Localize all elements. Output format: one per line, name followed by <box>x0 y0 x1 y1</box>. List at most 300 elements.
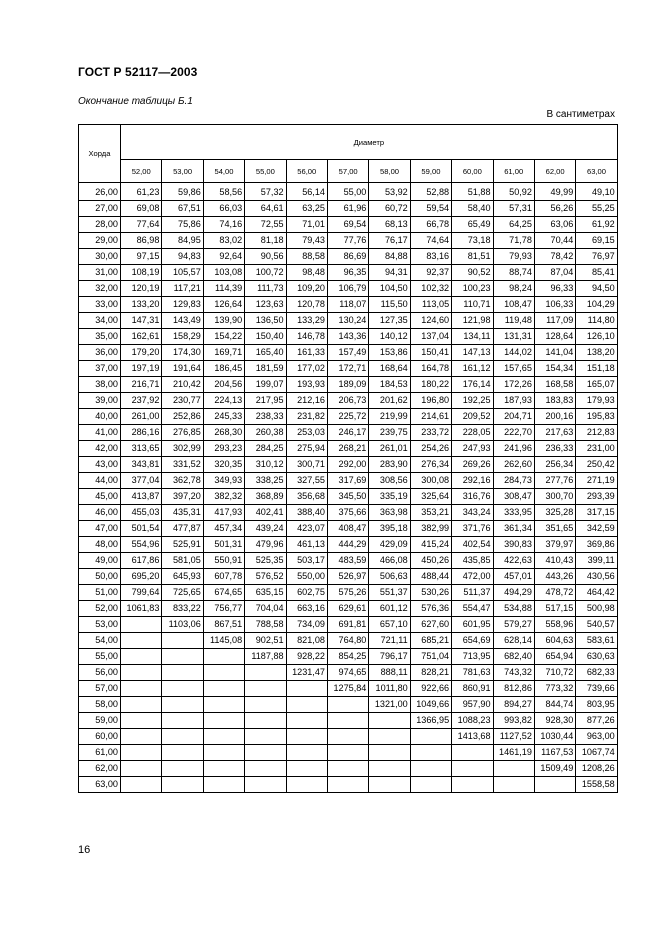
value-cell: 88,58 <box>286 249 327 265</box>
value-cell: 58,56 <box>203 183 244 201</box>
value-cell: 331,52 <box>162 457 203 473</box>
value-cell: 117,21 <box>162 281 203 297</box>
value-cell: 110,71 <box>452 297 493 313</box>
chord-cell: 57,00 <box>79 681 121 697</box>
value-cell: 83,16 <box>410 249 451 265</box>
value-cell: 417,93 <box>203 505 244 521</box>
value-cell: 1413,68 <box>452 729 493 745</box>
value-cell: 423,07 <box>286 521 327 537</box>
value-cell: 635,15 <box>245 585 286 601</box>
value-cell: 108,19 <box>121 265 162 281</box>
value-cell: 224,13 <box>203 393 244 409</box>
value-cell: 150,41 <box>410 345 451 361</box>
value-cell: 654,69 <box>452 633 493 649</box>
value-cell <box>327 777 368 793</box>
value-cell: 87,04 <box>534 265 575 281</box>
value-cell: 1321,00 <box>369 697 410 713</box>
value-cell: 429,09 <box>369 537 410 553</box>
value-cell: 734,09 <box>286 617 327 633</box>
value-cell: 222,70 <box>493 425 534 441</box>
value-cell: 854,25 <box>327 649 368 665</box>
value-cell: 293,39 <box>576 489 617 505</box>
value-cell <box>203 697 244 713</box>
table-row <box>79 233 618 249</box>
value-cell: 1231,47 <box>286 665 327 681</box>
value-cell: 150,40 <box>245 329 286 345</box>
value-cell: 327,55 <box>286 473 327 489</box>
value-cell: 450,26 <box>410 553 451 569</box>
value-cell <box>121 617 162 633</box>
table-row <box>79 329 618 345</box>
value-cell: 157,65 <box>493 361 534 377</box>
value-cell: 75,86 <box>162 217 203 233</box>
value-cell: 682,40 <box>493 649 534 665</box>
value-cell: 165,07 <box>576 377 617 393</box>
value-cell: 377,04 <box>121 473 162 489</box>
value-cell: 993,82 <box>493 713 534 729</box>
value-cell: 127,35 <box>369 313 410 329</box>
table-row <box>79 345 618 361</box>
value-cell: 121,98 <box>452 313 493 329</box>
value-cell: 506,63 <box>369 569 410 585</box>
value-cell: 602,75 <box>286 585 327 601</box>
value-cell <box>203 681 244 697</box>
table-row <box>79 217 618 233</box>
value-cell: 131,31 <box>493 329 534 345</box>
value-cell: 137,04 <box>410 329 451 345</box>
value-cell: 66,78 <box>410 217 451 233</box>
value-cell: 246,17 <box>327 425 368 441</box>
value-cell: 179,20 <box>121 345 162 361</box>
value-cell <box>203 745 244 761</box>
chord-cell: 42,00 <box>79 441 121 457</box>
value-cell <box>162 681 203 697</box>
value-cell: 176,14 <box>452 377 493 393</box>
table-row <box>79 489 618 505</box>
value-cell: 316,76 <box>452 489 493 505</box>
value-cell <box>162 697 203 713</box>
value-cell <box>203 665 244 681</box>
value-cell: 739,66 <box>576 681 617 697</box>
value-cell: 65,49 <box>452 217 493 233</box>
value-cell: 180,22 <box>410 377 451 393</box>
column-header-diameter: 62,00 <box>534 160 575 183</box>
value-cell <box>493 761 534 777</box>
value-cell: 247,93 <box>452 441 493 457</box>
column-header-diameter: 63,00 <box>576 160 617 183</box>
data-table <box>78 124 618 793</box>
value-cell: 201,62 <box>369 393 410 409</box>
value-cell: 799,64 <box>121 585 162 601</box>
value-cell: 682,33 <box>576 665 617 681</box>
value-cell: 61,96 <box>327 201 368 217</box>
table-row <box>79 633 618 649</box>
value-cell: 558,96 <box>534 617 575 633</box>
value-cell: 704,04 <box>245 601 286 617</box>
value-cell: 627,60 <box>410 617 451 633</box>
value-cell <box>452 777 493 793</box>
value-cell: 379,97 <box>534 537 575 553</box>
value-cell <box>286 713 327 729</box>
value-cell: 183,83 <box>534 393 575 409</box>
value-cell <box>327 697 368 713</box>
value-cell: 256,34 <box>534 457 575 473</box>
chord-cell: 29,00 <box>79 233 121 249</box>
value-cell: 72,55 <box>245 217 286 233</box>
value-cell: 576,36 <box>410 601 451 617</box>
value-cell: 479,96 <box>245 537 286 553</box>
value-cell: 161,33 <box>286 345 327 361</box>
value-cell: 1103,06 <box>162 617 203 633</box>
value-cell: 118,07 <box>327 297 368 313</box>
table-row <box>79 361 618 377</box>
value-cell: 169,71 <box>203 345 244 361</box>
value-cell: 435,31 <box>162 505 203 521</box>
value-cell: 320,35 <box>203 457 244 473</box>
value-cell: 325,64 <box>410 489 451 505</box>
value-cell: 128,64 <box>534 329 575 345</box>
value-cell: 1127,52 <box>493 729 534 745</box>
table-row <box>79 617 618 633</box>
value-cell: 69,08 <box>121 201 162 217</box>
value-cell: 663,16 <box>286 601 327 617</box>
value-cell: 71,78 <box>493 233 534 249</box>
value-cell: 461,13 <box>286 537 327 553</box>
value-cell: 276,34 <box>410 457 451 473</box>
chord-cell: 52,00 <box>79 601 121 617</box>
value-cell: 147,31 <box>121 313 162 329</box>
value-cell: 525,91 <box>162 537 203 553</box>
value-cell: 225,72 <box>327 409 368 425</box>
value-cell: 410,43 <box>534 553 575 569</box>
value-cell: 108,47 <box>493 297 534 313</box>
value-cell: 238,33 <box>245 409 286 425</box>
value-cell: 550,00 <box>286 569 327 585</box>
value-cell: 144,02 <box>493 345 534 361</box>
value-cell: 58,40 <box>452 201 493 217</box>
value-cell: 216,71 <box>121 377 162 393</box>
value-cell: 685,21 <box>410 633 451 649</box>
value-cell: 214,61 <box>410 409 451 425</box>
value-cell: 283,90 <box>369 457 410 473</box>
value-cell: 444,29 <box>327 537 368 553</box>
value-cell: 271,19 <box>576 473 617 489</box>
value-cell: 477,87 <box>162 521 203 537</box>
value-cell: 1145,08 <box>203 633 244 649</box>
table-row <box>79 313 618 329</box>
value-cell <box>162 745 203 761</box>
value-cell: 57,31 <box>493 201 534 217</box>
value-cell: 77,64 <box>121 217 162 233</box>
value-cell: 457,34 <box>203 521 244 537</box>
value-cell: 154,34 <box>534 361 575 377</box>
value-cell: 268,21 <box>327 441 368 457</box>
value-cell: 212,83 <box>576 425 617 441</box>
value-cell: 554,96 <box>121 537 162 553</box>
value-cell: 781,63 <box>452 665 493 681</box>
value-cell: 114,39 <box>203 281 244 297</box>
value-cell: 134,11 <box>452 329 493 345</box>
value-cell: 69,54 <box>327 217 368 233</box>
value-cell: 361,34 <box>493 521 534 537</box>
column-header-diameter: 58,00 <box>369 160 410 183</box>
value-cell: 231,82 <box>286 409 327 425</box>
chord-cell: 27,00 <box>79 201 121 217</box>
value-cell: 64,25 <box>493 217 534 233</box>
value-cell: 844,74 <box>534 697 575 713</box>
column-group-header-diameter: Диаметр <box>121 125 618 160</box>
value-cell: 501,54 <box>121 521 162 537</box>
value-cell: 472,00 <box>452 569 493 585</box>
value-cell: 253,03 <box>286 425 327 441</box>
value-cell: 204,71 <box>493 409 534 425</box>
value-cell <box>121 681 162 697</box>
value-cell: 143,36 <box>327 329 368 345</box>
value-cell: 115,50 <box>369 297 410 313</box>
value-cell: 721,11 <box>369 633 410 649</box>
value-cell: 422,63 <box>493 553 534 569</box>
value-cell <box>369 713 410 729</box>
value-cell: 725,65 <box>162 585 203 601</box>
value-cell: 439,24 <box>245 521 286 537</box>
value-cell: 63,25 <box>286 201 327 217</box>
value-cell: 601,95 <box>452 617 493 633</box>
table-row <box>79 553 618 569</box>
value-cell: 192,25 <box>452 393 493 409</box>
column-header-diameter: 55,00 <box>245 160 286 183</box>
value-cell: 343,24 <box>452 505 493 521</box>
value-cell: 254,26 <box>410 441 451 457</box>
value-cell: 300,71 <box>286 457 327 473</box>
value-cell: 402,41 <box>245 505 286 521</box>
value-cell <box>121 713 162 729</box>
value-cell <box>245 681 286 697</box>
value-cell: 764,80 <box>327 633 368 649</box>
value-cell: 184,53 <box>369 377 410 393</box>
page-number: 16 <box>78 844 91 856</box>
table-row <box>79 665 618 681</box>
value-cell: 126,64 <box>203 297 244 313</box>
value-cell: 94,83 <box>162 249 203 265</box>
value-cell: 74,16 <box>203 217 244 233</box>
value-cell: 228,05 <box>452 425 493 441</box>
value-cell <box>203 761 244 777</box>
value-cell: 335,19 <box>369 489 410 505</box>
value-cell: 92,64 <box>203 249 244 265</box>
value-cell: 464,42 <box>576 585 617 601</box>
value-cell: 395,18 <box>369 521 410 537</box>
chord-cell: 38,00 <box>79 377 121 393</box>
value-cell: 98,48 <box>286 265 327 281</box>
value-cell: 210,42 <box>162 377 203 393</box>
value-cell <box>369 745 410 761</box>
chord-cell: 35,00 <box>79 329 121 345</box>
value-cell: 81,51 <box>452 249 493 265</box>
value-cell: 193,93 <box>286 377 327 393</box>
value-cell: 164,78 <box>410 361 451 377</box>
value-cell: 743,32 <box>493 665 534 681</box>
value-cell <box>121 761 162 777</box>
table-row <box>79 537 618 553</box>
value-cell: 86,69 <box>327 249 368 265</box>
chord-cell: 63,00 <box>79 777 121 793</box>
value-cell: 368,89 <box>245 489 286 505</box>
value-cell: 67,51 <box>162 201 203 217</box>
value-cell: 77,76 <box>327 233 368 249</box>
chord-cell: 47,00 <box>79 521 121 537</box>
value-cell: 375,66 <box>327 505 368 521</box>
value-cell: 583,61 <box>576 633 617 649</box>
value-cell: 143,49 <box>162 313 203 329</box>
column-header-diameter: 57,00 <box>327 160 368 183</box>
value-cell: 129,83 <box>162 297 203 313</box>
table-row <box>79 183 618 201</box>
value-cell: 106,33 <box>534 297 575 313</box>
value-cell <box>121 729 162 745</box>
value-cell <box>121 649 162 665</box>
value-cell <box>121 745 162 761</box>
value-cell <box>162 729 203 745</box>
chord-cell: 45,00 <box>79 489 121 505</box>
value-cell <box>203 713 244 729</box>
chord-cell: 37,00 <box>79 361 121 377</box>
value-cell <box>245 713 286 729</box>
value-cell: 604,63 <box>534 633 575 649</box>
value-cell: 61,92 <box>576 217 617 233</box>
chord-cell: 48,00 <box>79 537 121 553</box>
value-cell <box>162 665 203 681</box>
value-cell: 114,80 <box>576 313 617 329</box>
value-cell: 530,26 <box>410 585 451 601</box>
value-cell: 268,30 <box>203 425 244 441</box>
value-cell: 325,28 <box>534 505 575 521</box>
table-row <box>79 713 618 729</box>
chord-cell: 30,00 <box>79 249 121 265</box>
value-cell: 1167,53 <box>534 745 575 761</box>
value-cell: 230,77 <box>162 393 203 409</box>
chord-cell: 36,00 <box>79 345 121 361</box>
chord-cell: 61,00 <box>79 745 121 761</box>
table-row <box>79 505 618 521</box>
value-cell: 828,21 <box>410 665 451 681</box>
value-cell: 333,95 <box>493 505 534 521</box>
value-cell: 195,83 <box>576 409 617 425</box>
value-cell <box>327 729 368 745</box>
value-cell: 98,24 <box>493 281 534 297</box>
value-cell: 788,58 <box>245 617 286 633</box>
value-cell: 443,26 <box>534 569 575 585</box>
value-cell: 56,26 <box>534 201 575 217</box>
value-cell: 501,31 <box>203 537 244 553</box>
value-cell: 526,97 <box>327 569 368 585</box>
table-row <box>79 761 618 777</box>
chord-cell: 43,00 <box>79 457 121 473</box>
chord-cell: 53,00 <box>79 617 121 633</box>
table-row <box>79 457 618 473</box>
value-cell: 130,24 <box>327 313 368 329</box>
value-cell: 49,10 <box>576 183 617 201</box>
value-cell: 430,56 <box>576 569 617 585</box>
table-body <box>79 183 618 793</box>
value-cell: 551,37 <box>369 585 410 601</box>
value-cell: 245,33 <box>203 409 244 425</box>
value-cell: 388,40 <box>286 505 327 521</box>
value-cell: 654,94 <box>534 649 575 665</box>
value-cell: 57,32 <box>245 183 286 201</box>
value-cell: 186,45 <box>203 361 244 377</box>
value-cell: 397,20 <box>162 489 203 505</box>
value-cell: 124,60 <box>410 313 451 329</box>
chord-cell: 62,00 <box>79 761 121 777</box>
table-row <box>79 729 618 745</box>
value-cell: 607,78 <box>203 569 244 585</box>
column-header-diameter: 59,00 <box>410 160 451 183</box>
value-cell: 172,26 <box>493 377 534 393</box>
value-cell: 140,12 <box>369 329 410 345</box>
chord-cell: 46,00 <box>79 505 121 521</box>
value-cell: 343,81 <box>121 457 162 473</box>
value-cell: 212,16 <box>286 393 327 409</box>
value-cell: 867,51 <box>203 617 244 633</box>
value-cell: 928,22 <box>286 649 327 665</box>
chord-cell: 59,00 <box>79 713 121 729</box>
value-cell: 120,78 <box>286 297 327 313</box>
value-cell: 219,99 <box>369 409 410 425</box>
value-cell: 102,32 <box>410 281 451 297</box>
value-cell <box>327 745 368 761</box>
value-cell: 888,11 <box>369 665 410 681</box>
value-cell: 382,99 <box>410 521 451 537</box>
value-cell: 455,03 <box>121 505 162 521</box>
value-cell: 59,86 <box>162 183 203 201</box>
value-cell <box>121 665 162 681</box>
value-cell: 362,78 <box>162 473 203 489</box>
value-cell: 695,20 <box>121 569 162 585</box>
value-cell: 674,65 <box>203 585 244 601</box>
table-row <box>79 297 618 313</box>
value-cell: 310,12 <box>245 457 286 473</box>
table-row <box>79 201 618 217</box>
value-cell: 51,88 <box>452 183 493 201</box>
table-row <box>79 569 618 585</box>
value-cell: 85,41 <box>576 265 617 281</box>
value-cell: 61,23 <box>121 183 162 201</box>
value-cell: 204,56 <box>203 377 244 393</box>
value-cell <box>245 665 286 681</box>
value-cell: 902,51 <box>245 633 286 649</box>
value-cell: 92,37 <box>410 265 451 281</box>
value-cell: 241,96 <box>493 441 534 457</box>
column-header-diameter: 52,00 <box>121 160 162 183</box>
value-cell: 1061,83 <box>121 601 162 617</box>
value-cell: 317,69 <box>327 473 368 489</box>
value-cell <box>410 729 451 745</box>
value-cell <box>286 697 327 713</box>
value-cell: 63,06 <box>534 217 575 233</box>
value-cell: 84,88 <box>369 249 410 265</box>
chord-cell: 39,00 <box>79 393 121 409</box>
value-cell: 390,83 <box>493 537 534 553</box>
chord-cell: 50,00 <box>79 569 121 585</box>
value-cell: 751,04 <box>410 649 451 665</box>
column-header-diameter: 56,00 <box>286 160 327 183</box>
value-cell: 138,20 <box>576 345 617 361</box>
value-cell: 756,77 <box>203 601 244 617</box>
value-cell: 630,63 <box>576 649 617 665</box>
value-cell: 84,95 <box>162 233 203 249</box>
value-cell: 200,16 <box>534 409 575 425</box>
value-cell: 277,76 <box>534 473 575 489</box>
